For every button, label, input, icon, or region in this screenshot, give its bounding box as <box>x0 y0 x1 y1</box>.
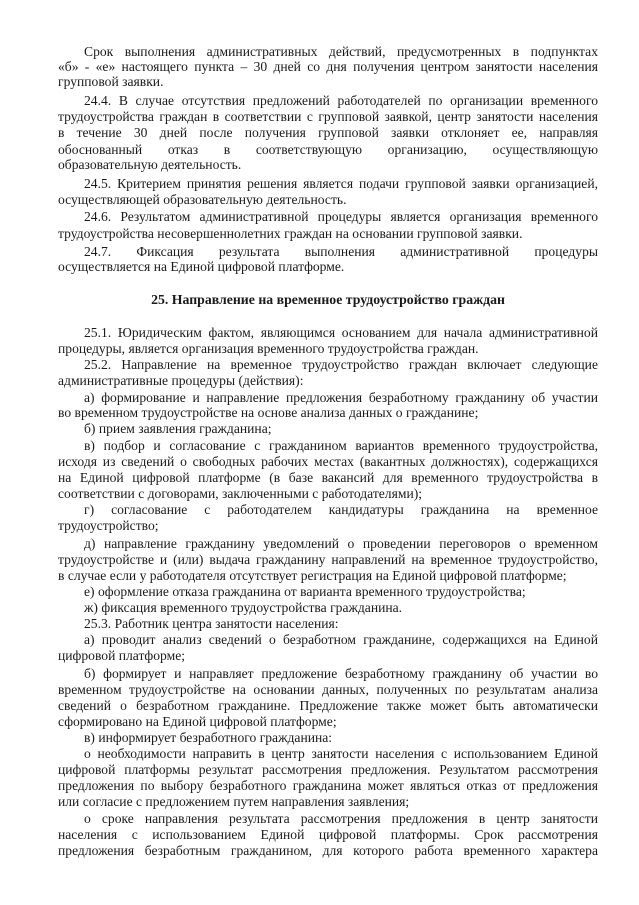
text-line: 24.7. Фиксация результата выполнения административной процедуры <box>84 244 598 259</box>
text-line: предложения безработным гражданином, для которого работа временного характера <box>58 843 598 858</box>
text-line: осуществляющей образовательную деятельность. <box>58 192 347 207</box>
text-line: или согласие с предложением путем направления заявления; <box>58 794 410 809</box>
text-line: сформировано на Единой цифровой платформе; <box>58 714 337 729</box>
section-heading: 25. Направление на временное трудоустройство граждан <box>151 292 505 307</box>
text-line: процедуры, является организация временного трудоустройства граждан. <box>58 341 479 356</box>
text-line: временном трудоустройстве на основании данных, полученных по результатам анализа <box>58 682 598 697</box>
text-line: трудоустройства граждан в соответствии с групповой заявкой, центр занятости населения <box>58 109 598 124</box>
text-line: о необходимости направить в центр занятости населения с использованием Единой <box>84 746 598 761</box>
text-line: 25.2. Направление на временное трудоустройство граждан включает следующие <box>84 357 598 372</box>
text-line: цифровой платформы результат рассмотрения предложения. Результатом рассмотрения <box>58 762 598 777</box>
text-line: г) согласование с работодателем кандидатуры гражданина на временное <box>84 502 598 517</box>
text-line: трудоустройство; <box>58 518 159 533</box>
text-line: обоснованный отказ в соответствующую организацию, осуществляющую <box>58 142 598 157</box>
text-line: исходя из сведений о свободных рабочих местах (вакантных должностях), содержащихся <box>58 454 598 469</box>
text-line: 25.1. Юридическим фактом, являющимся основанием для начала административной <box>84 325 598 340</box>
text-line: административные процедуры (действия): <box>58 373 304 388</box>
text-line: д) направление гражданину уведомлений о проведении переговоров о временном <box>84 536 598 551</box>
text-line: в течение 30 дней после получения групповой заявки отклоняет ее, направляя <box>58 125 598 140</box>
text-line: цифровой платформе; <box>58 648 186 663</box>
text-line: а) формирование и направление предложения безработному гражданину об участии <box>84 390 598 405</box>
text-line: образовательную деятельность. <box>58 157 242 172</box>
text-line: на Единой цифровой платформе (в базе вакансий для временного трудоустройства в <box>58 470 598 485</box>
text-line: «б» - «е» настоящего пункта – 30 дней со дня получения центром занятости населения <box>58 59 598 74</box>
text-line: в) информирует безработного гражданина: <box>84 730 333 745</box>
text-line: 24.6. Результатом административной процедуры является организация временного <box>84 209 598 224</box>
text-line: Срок выполнения административных действий, предусмотренных в подпунктах <box>84 44 598 59</box>
text-line: в случае если у работодателя отсутствует регистрация на Единой цифровой платформе; <box>58 568 567 583</box>
text-line: трудоустройстве и (или) выдача гражданину направлений на временное трудоустройство, <box>58 552 598 567</box>
text-line: трудоустройства несовершеннолетних граждан на основании групповой заявки. <box>58 226 523 241</box>
text-line: сведений о безработном гражданине. Предложение также может быть автоматически <box>58 698 598 713</box>
text-line: групповой заявки. <box>58 74 164 89</box>
text-line: населения с использованием Единой цифровой платформы. Срок рассмотрения <box>58 827 598 842</box>
text-line: 25.3. Работник центра занятости населения: <box>84 616 339 631</box>
text-line: в) подбор и согласование с гражданином вариантов временного трудоустройства, <box>84 438 598 453</box>
text-line: во временном трудоустройстве на основе анализа данных о гражданине; <box>58 405 479 420</box>
text-line: е) оформление отказа гражданина от варианта временного трудоустройства; <box>84 584 526 599</box>
text-line: предложения по выбору безработного гражданина может являться отказ от предложения <box>58 778 598 793</box>
text-line: ж) фиксация временного трудоустройства гражданина. <box>84 600 403 615</box>
text-line: а) проводит анализ сведений о безработном гражданине, содержащихся на Единой <box>84 632 598 647</box>
text-line: соответствии с договорами, заключенными с работодателями); <box>58 486 423 501</box>
text-line: 24.4. В случае отсутствия предложений работодателей по организации временного <box>84 93 598 108</box>
text-line: б) формирует и направляет предложение безработному гражданину об участии во <box>84 666 598 681</box>
text-line: б) прием заявления гражданина; <box>84 421 272 436</box>
text-line: осуществляется на Единой цифровой платформе. <box>58 259 345 274</box>
text-line: 24.5. Критерием принятия решения является подачи групповой заявки организацией, <box>84 176 598 191</box>
text-line: о сроке направления результата рассмотрения предложения в центр занятости <box>84 811 598 826</box>
